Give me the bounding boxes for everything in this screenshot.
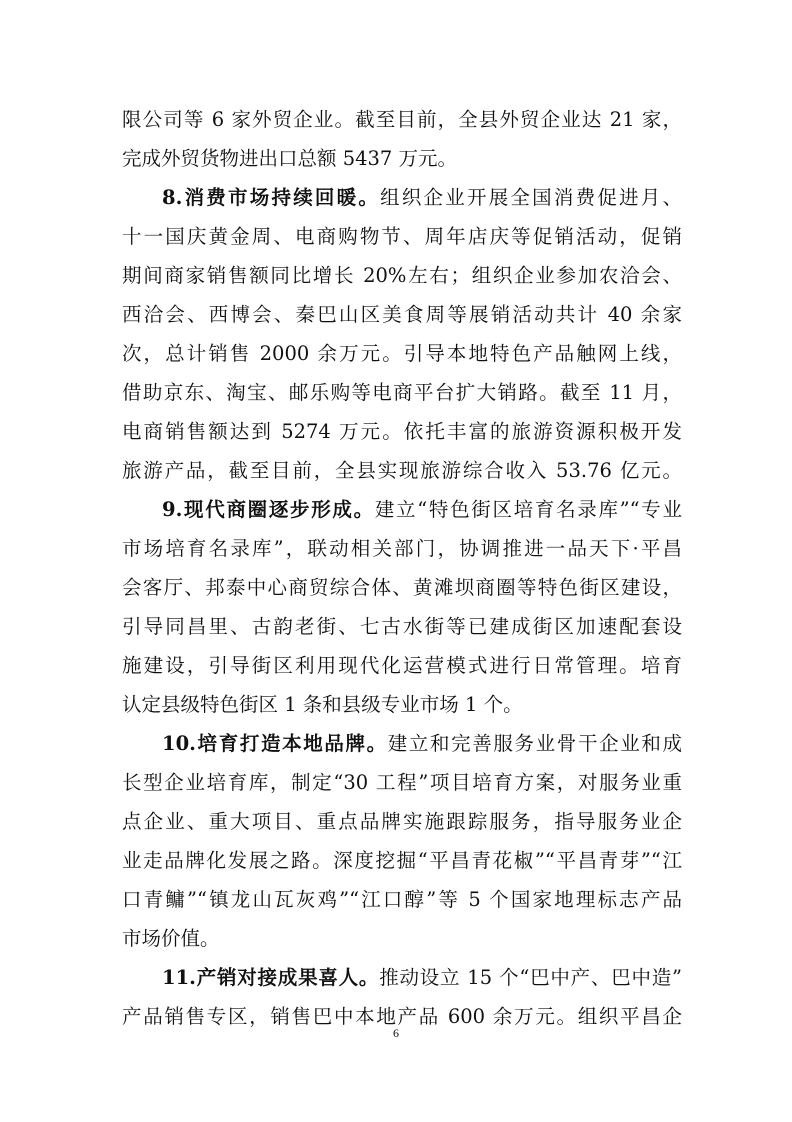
paragraph-text: 建立和完善服务业骨干企业和成 (387, 732, 682, 755)
paragraph-line: 认定县级特色街区 1 条和县级专业市场 1 个。 (122, 693, 523, 716)
paragraph-line: 旅游产品，截至目前，全县实现旅游综合收入 53.76 亿元。 (122, 459, 682, 482)
paragraph-line: 完成外贸货物进出口总额 5437 万元。 (122, 147, 458, 170)
section-heading: 10.培育打造本地品牌。 (162, 732, 388, 755)
paragraph-line: 借助京东、淘宝、邮乐购等电商平台扩大销路。截至 11 月， (122, 381, 682, 404)
paragraph-line: 引导同昌里、古韵老街、七古水街等已建成街区加速配套设 (122, 615, 682, 638)
paragraph-line: 口青鳙”“镇龙山瓦灰鸡”“江口醇”等 5 个国家地理标志产品 (122, 888, 682, 911)
paragraph-first-line (162, 178, 682, 218)
paragraph-line: 会客厅、邦泰中心商贸综合体、黄滩坝商圈等特色街区建设， (122, 576, 682, 599)
paragraph-line: 产品销售专区，销售巴中本地产品 600 余万元。组织平昌企 (122, 1005, 682, 1028)
section-heading: 9.现代商圈逐步形成。 (162, 498, 375, 521)
page-number: 6 (393, 1026, 399, 1040)
paragraph-first-line (162, 958, 682, 998)
paragraph-text: 推动设立 15 个“巴中产、巴中造” (379, 966, 682, 989)
paragraph-first-line (162, 724, 682, 764)
paragraph-line: 十一国庆黄金周、电商购物节、周年店庆等促销活动，促销 (122, 225, 682, 248)
paragraph-line: 点企业、重大项目、重点品牌实施跟踪服务，指导服务业企 (122, 810, 682, 833)
paragraph-line: 期间商家销售额同比增长 20%左右；组织企业参加农洽会、 (122, 264, 682, 287)
paragraph-text: 组织企业开展全国消费促进月、 (380, 186, 682, 209)
paragraph-line: 限公司等 6 家外贸企业。截至目前，全县外贸企业达 21 家， (122, 108, 682, 131)
paragraph-line: 市场培育名录库”，联动相关部门，协调推进一品天下·平昌 (122, 537, 682, 560)
paragraph-line: 次，总计销售 2000 余万元。引导本地特色产品触网上线， (122, 342, 682, 365)
paragraph-line: 业走品牌化发展之路。深度挖掘“平昌青花椒”“平昌青芽”“江 (122, 849, 682, 872)
paragraph-line: 电商销售额达到 5274 万元。依托丰富的旅游资源积极开发 (122, 420, 682, 443)
section-heading: 11.产销对接成果喜人。 (162, 966, 380, 989)
paragraph-text: 建立“特色街区培育名录库”“专业 (374, 498, 682, 521)
paragraph-line: 长型企业培育库，制定“30 工程”项目培育方案，对服务业重 (122, 771, 682, 794)
paragraph-line: 市场价值。 (122, 927, 220, 950)
paragraph-line: 西洽会、西博会、秦巴山区美食周等展销活动共计 40 余家 (122, 303, 682, 326)
section-heading: 8.消费市场持续回暖。 (162, 186, 381, 209)
paragraph-first-line (162, 490, 682, 530)
paragraph-line: 施建设，引导街区利用现代化运营模式进行日常管理。培育 (122, 654, 682, 677)
